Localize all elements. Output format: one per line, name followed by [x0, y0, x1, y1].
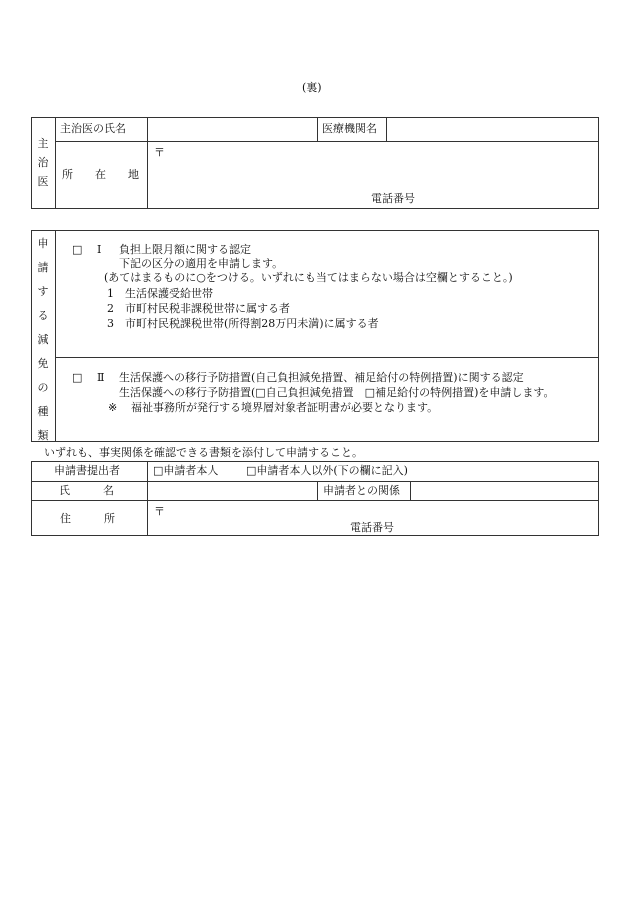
option1-item-3[interactable]: 市町村民税課税世帯(所得割28万円未満)に属する者: [125, 317, 379, 330]
attachment-note: いずれも、事実関係を確認できる書類を添付して申請すること。: [44, 446, 363, 459]
postal-mark: 〒: [154, 146, 165, 159]
doctor-side-label: 主治医: [37, 137, 49, 188]
option1-item-num: 2: [107, 302, 114, 315]
option1-checkbox[interactable]: □: [72, 243, 83, 256]
option1-item-2[interactable]: 市町村民税非課税世帯に属する者: [125, 302, 290, 315]
institution-label: 医療機関名: [322, 122, 377, 135]
option1-instruction: (あてはまるものに○をつける。いずれにも当てはまらない場合は空欄とすること。): [104, 271, 513, 284]
option1-item-1[interactable]: 生活保護受給世帯: [125, 287, 213, 300]
submitter-label: 申請書提出者: [54, 464, 120, 477]
institution-field[interactable]: [387, 118, 598, 140]
doctor-name-label: 主治医の氏名: [60, 122, 126, 135]
relation-field[interactable]: [411, 482, 598, 499]
option2-numeral: Ⅱ: [97, 371, 105, 384]
option2-line1: 生活保護への移行予防措置(□自己負担減免措置 □補足給付の特例措置)を申請します。: [119, 386, 555, 399]
option2-note-mark: ※: [108, 401, 118, 414]
option2-checkbox[interactable]: □: [72, 371, 83, 384]
submitter-address-label: 住 所: [60, 512, 115, 525]
reduction-type-side-label: 申請する減免の種類: [37, 237, 49, 442]
option1-numeral: Ⅰ: [97, 243, 102, 256]
relation-label: 申請者との関係: [323, 484, 400, 497]
option1-item-num: 3: [107, 317, 114, 330]
page-side-mark: (裏): [302, 81, 322, 94]
option1-line1: 下記の区分の適用を申請します。: [119, 257, 284, 270]
submitter-option-self[interactable]: □申請者本人: [153, 464, 219, 477]
option2-title: 生活保護への移行予防措置(自己負担減免措置、補足給付の特例措置)に関する認定: [119, 371, 524, 384]
submitter-name-field[interactable]: [148, 482, 316, 499]
doctor-name-field[interactable]: [148, 118, 316, 140]
option1-title: 負担上限月額に関する認定: [119, 243, 251, 256]
doctor-address-label-2: 在: [95, 168, 106, 181]
doctor-address-label-1: 所: [62, 168, 73, 181]
submitter-postal-mark: 〒: [154, 505, 165, 518]
submitter-option-other[interactable]: □申請者本人以外(下の欄に記入): [246, 464, 408, 477]
option1-item-num: 1: [107, 287, 114, 300]
option2-note: 福祉事務所が発行する境界層対象者証明書が必要となります。: [131, 401, 439, 414]
submitter-phone-label: 電話番号: [350, 521, 394, 534]
doctor-phone-label: 電話番号: [371, 192, 415, 205]
doctor-address-label-3: 地: [128, 168, 139, 181]
submitter-name-label: 氏 名: [59, 484, 114, 497]
